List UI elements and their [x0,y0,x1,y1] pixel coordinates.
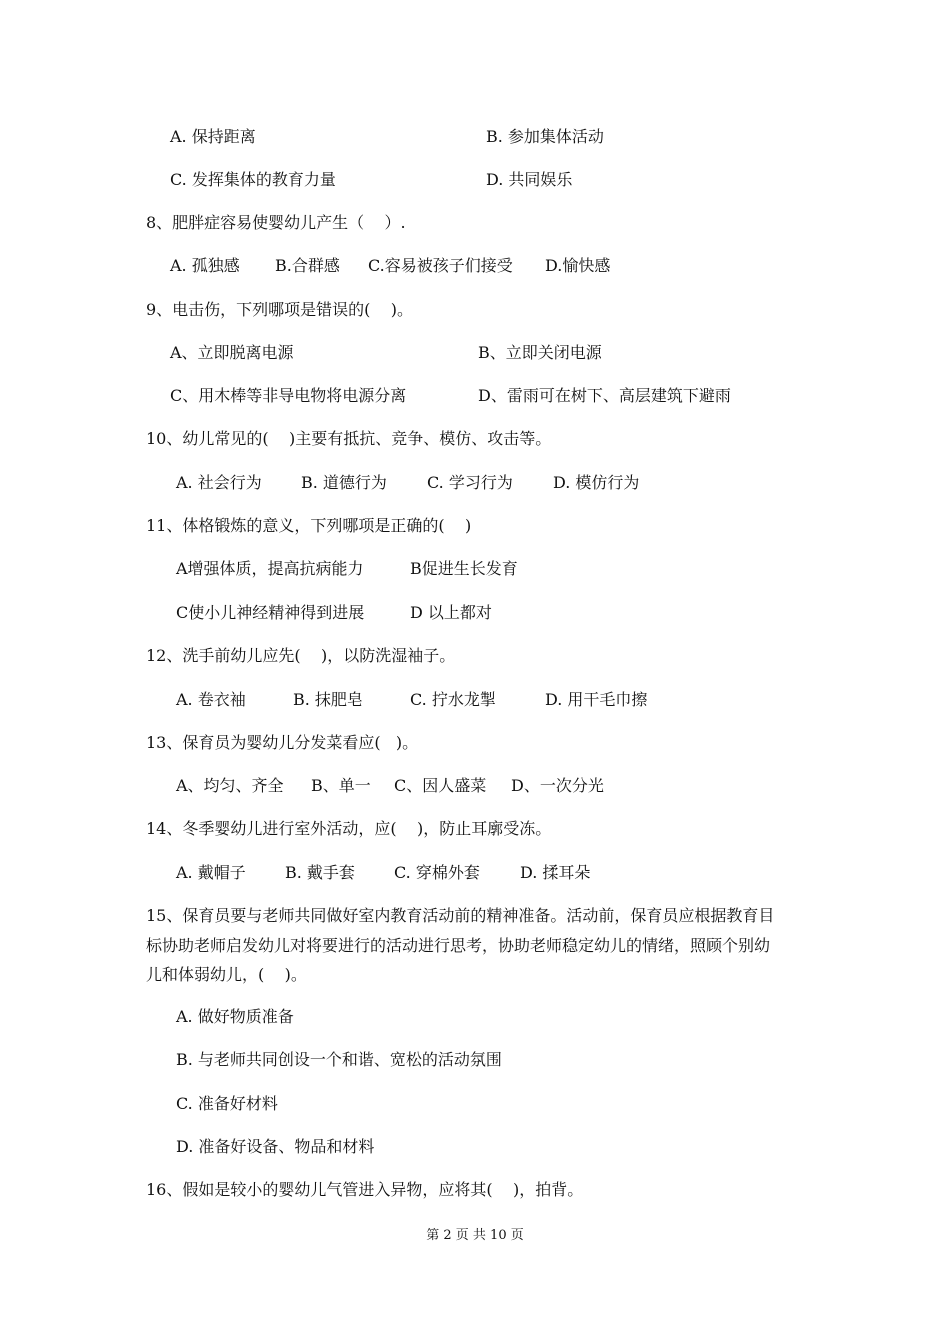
page-footer: 第 2 页 共 10 页 [426,1228,524,1243]
option-d: D.愉快感 [545,256,611,275]
option-b: B、立即关闭电源 [478,343,602,362]
option-c: C. 发挥集体的教育力量 [170,170,336,189]
option-c: C. 穿棉外套 [394,863,480,882]
option-b: B促进生长发育 [410,559,518,578]
question-stem: 12、洗手前幼儿应先( )，以防洗湿袖子。 [146,646,456,665]
option-a: A. 孤独感 [170,256,240,275]
option-a: A. 卷衣袖 [176,690,246,709]
question-stem-line-3: 儿和体弱幼儿，( )。 [146,965,307,984]
question-stem: 9、电击伤，下列哪项是错误的( )。 [146,300,414,319]
question-stem: 8、肥胖症容易使婴幼儿产生（ ）. [146,213,406,232]
option-a: A. 做好物质准备 [176,1007,294,1026]
option-a: A. 保持距离 [170,127,256,146]
option-c: C、用木棒等非导电物将电源分离 [170,386,407,405]
question-stem: 10、幼儿常见的( )主要有抵抗、竞争、模仿、攻击等。 [146,429,552,448]
option-a: A. 戴帽子 [176,863,246,882]
option-c: C使小儿神经精神得到进展 [176,603,365,622]
question-stem-line-2: 标协助老师启发幼儿对将要进行的活动进行思考，协助老师稳定幼儿的情绪，照顾个别幼 [146,936,771,955]
option-a: A、立即脱离电源 [170,343,294,362]
option-b: B. 戴手套 [285,863,355,882]
question-stem: 11、体格锻炼的意义，下列哪项是正确的( ) [146,516,472,535]
question-stem: 14、冬季婴幼儿进行室外活动，应( )，防止耳廓受冻。 [146,819,552,838]
option-d: D、一次分光 [511,776,604,795]
option-a: A、均匀、齐全 [176,776,284,795]
option-b: B. 道德行为 [301,473,387,492]
option-c: C. 准备好材料 [176,1094,278,1113]
option-c: C. 拧水龙掣 [410,690,496,709]
option-d: D. 用干毛巾擦 [545,690,648,709]
option-d: D 以上都对 [410,603,492,622]
question-stem-line-1: 15、保育员要与老师共同做好室内教育活动前的精神准备。活动前，保育员应根据教育目 [146,906,775,925]
option-d: D. 模仿行为 [553,473,640,492]
option-c: C.容易被孩子们接受 [368,256,513,275]
option-b: B. 抹肥皂 [293,690,363,709]
option-d: D、雷雨可在树下、高层建筑下避雨 [478,386,731,405]
option-b: B. 与老师共同创设一个和谐、宽松的活动氛围 [176,1050,502,1069]
option-d: D. 准备好设备、物品和材料 [176,1137,375,1156]
option-a: A. 社会行为 [176,473,262,492]
option-c: C、因人盛菜 [394,776,487,795]
option-c: C. 学习行为 [427,473,513,492]
option-b: B.合群感 [275,256,340,275]
question-stem: 13、保育员为婴幼儿分发菜看应( )。 [146,733,419,752]
option-d: D. 共同娱乐 [486,170,573,189]
option-a: A增强体质，提高抗病能力 [176,559,364,578]
option-b: B、单一 [311,776,371,795]
option-b: B. 参加集体活动 [486,127,604,146]
question-stem: 16、假如是较小的婴幼儿气管进入异物，应将其( )，拍背。 [146,1180,584,1199]
option-d: D. 揉耳朵 [520,863,591,882]
